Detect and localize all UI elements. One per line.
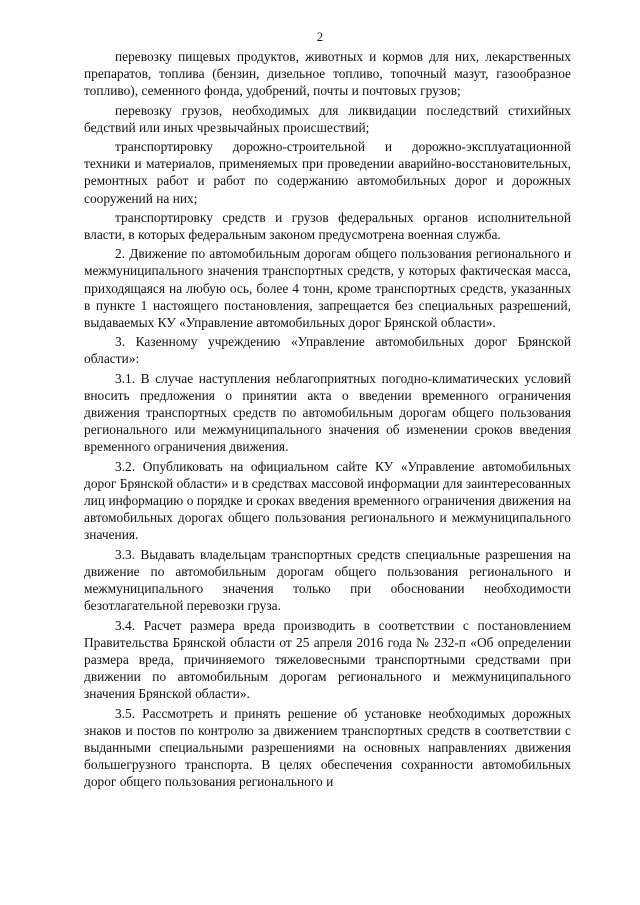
paragraph-federal-cargo: транспортировку средств и грузов федеральных органов исполнительной власти, в которых федеральным законом предусмотрена военная служба.	[84, 209, 571, 243]
paragraph-item-3: 3. Казенному учреждению «Управление автомобильных дорог Брянской области»:	[84, 334, 571, 367]
document-body	[84, 48, 571, 791]
paragraph-item-2: 2. Движение по автомобильным дорогам общего пользования регионального и межмуниципального значения транспортных средств, у которых фактическая масса, приходящаяся на любую ось, более 4 тонн, кроме транспортных средств, указанных в пункте 1 настоящего постановления, запрещается без специальных разрешений, выдаваемых КУ «Управление автомобильных дорог Брянской области».	[84, 246, 571, 331]
paragraph-item-3-4: 3.4. Расчет размера вреда производить в соответствии с постановлением Правительства Брянской области от 25 апреля 2016 года № 232-п «Об определении размера вреда, причиняемого тяжеловесными транспортными средствами при движении по автомобильным дорогам регионального и межмуниципального значения Брянской области».	[84, 617, 571, 702]
paragraph-item-3-1: 3.1. В случае наступления неблагоприятных погодно-климатических условий вносить предложения о принятии акта о введении временного ограничения движения транспортных средств по автомобильным дорогам общего пользования регионального или межмуниципального значения об изменении сроков введения временного ограничения движения.	[84, 370, 571, 455]
page-number: 2	[316, 30, 324, 44]
paragraph-emergency-cargo: перевозку грузов, необходимых для ликвидации последствий стихийных бедствий или иных чрезвычайных происшествий;	[84, 102, 571, 135]
paragraph-item-3-5: 3.5. Рассмотреть и принять решение об установке необходимых дорожных знаков и постов по контролю за движением транспортных средств в соответствии с выданными специальными разрешениями на основных направлениях движения большегрузного транспорта. В целях обеспечения сохранности автомобильных дорог общего пользования регионального и	[84, 705, 571, 790]
paragraph-item-3-3: 3.3. Выдавать владельцам транспортных средств специальные разрешения на движение по автомобильным дорогам общего пользования регионального и межмуниципального значения только при обосновании необходимости безотлагательной перевозки груза.	[84, 546, 571, 614]
paragraph-item-3-2: 3.2. Опубликовать на официальном сайте КУ «Управление автомобильных дорог Брянской области» и в средствах массовой информации для заинтересованных лиц информацию о порядке и сроках введения временного ограничения движения на автомобильных дорогах общего пользования регионального и межмуниципального значения.	[84, 458, 571, 543]
paragraph-food-transport: перевозку пищевых продуктов, животных и кормов для них, лекарственных препаратов, топлива (бензин, дизельное топливо, топочный мазут, газообразное топливо), семенного фонда, удобрений, почты и почтовых грузов;	[84, 49, 571, 99]
paragraph-road-machinery: транспортировку дорожно-строительной и дорожно-эксплуатационной техники и материалов, применяемых при проведении аварийно-восстановительных, ремонтных работ и работ по содержанию автомобильных дорог и дорожных сооружений на них;	[84, 139, 571, 206]
